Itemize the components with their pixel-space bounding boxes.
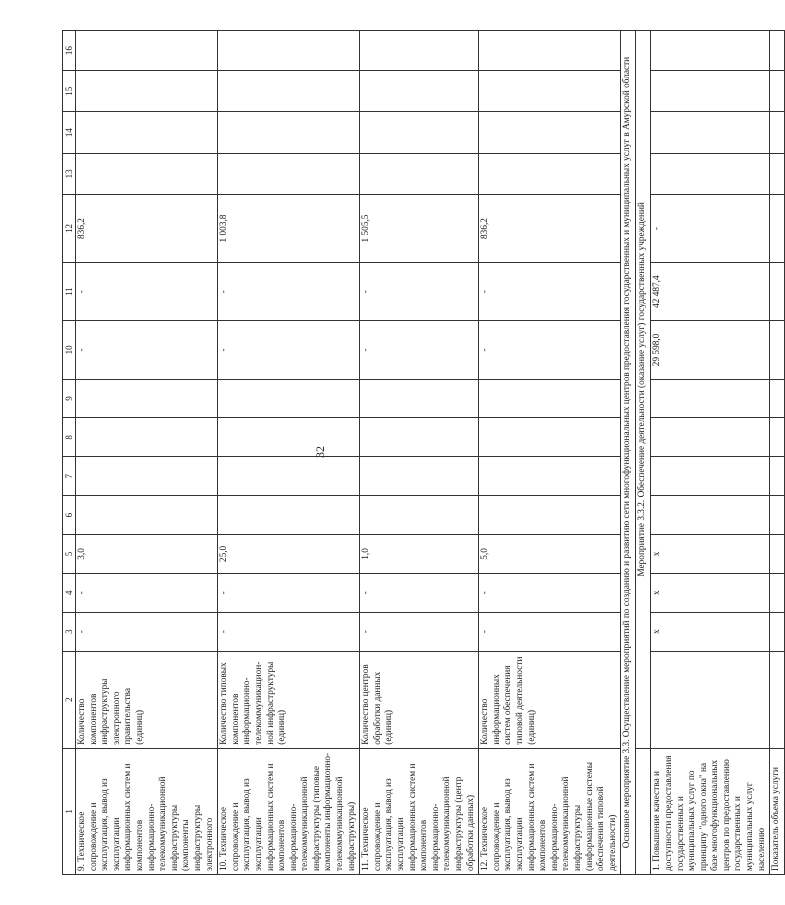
- cell-col-6: [76, 496, 218, 535]
- activity-name: 11. Техническое сопровождение и эксплуатация, вывод из эксплуатации информационных систем и компонентов информационно-телекоммуникационной инфраструктуры (центр обработки данных): [360, 748, 479, 874]
- cell-col-11: 42 487,4: [651, 263, 770, 321]
- cell-col-8: [651, 418, 770, 457]
- table-row: [651, 31, 770, 875]
- indicator-name: Количество информационных систем обеспечения типовой деятельности (единиц): [479, 651, 621, 748]
- cell-col-10: -: [360, 321, 479, 379]
- cell-col-13: [651, 153, 770, 194]
- cell-col-14: [479, 112, 621, 153]
- cell-col-10: -: [76, 321, 218, 379]
- cell-col-7: [770, 457, 785, 496]
- cell-col-3: -: [479, 612, 621, 651]
- header-cell-7: 7: [63, 457, 76, 496]
- cell-col-6: [479, 496, 621, 535]
- cell-col-4: -: [218, 573, 360, 612]
- cell-col-5: х: [651, 535, 770, 574]
- cell-col-10: -: [479, 321, 621, 379]
- cell-col-16: [770, 31, 785, 71]
- indicator-name: Количество компонентов инфраструктуры электронного правительства (единиц): [76, 651, 218, 748]
- cell-col-15: [76, 71, 218, 112]
- cell-col-14: [76, 112, 218, 153]
- table-row: [360, 31, 479, 875]
- table-row: [770, 31, 785, 875]
- cell-col-11: [770, 263, 785, 321]
- indicator-name: [651, 651, 770, 748]
- rotated-page-content: [62, 30, 782, 875]
- cell-col-5: 3,0: [76, 535, 218, 574]
- volume-indicator-label: Показатель объема услуги: [770, 748, 785, 874]
- page-number: 32: [313, 446, 327, 458]
- header-cell-8: 8: [63, 418, 76, 457]
- cell-col-15: [360, 71, 479, 112]
- header-row: [63, 31, 76, 875]
- cell-col-10: 29 598,0: [651, 321, 770, 379]
- cell-col-13: [76, 153, 218, 194]
- cell-col-5: 25,0: [218, 535, 360, 574]
- cell-col-12: 1 505,5: [360, 195, 479, 263]
- cell-col-15: [651, 71, 770, 112]
- header-cell-5: 5: [63, 535, 76, 574]
- cell-col-9: [479, 379, 621, 418]
- budget-table: [62, 30, 785, 875]
- cell-col-3: [770, 612, 785, 651]
- table-row: [479, 31, 621, 875]
- activity-name: 9. Техническое сопровождение и эксплуатация, вывод из эксплуатации информационных систем и компонентов информационно-телекоммуникационной инфраструктуры (компоненты инфраструктуры электронного: [76, 748, 218, 874]
- cell-col-14: [651, 112, 770, 153]
- cell-col-7: [360, 457, 479, 496]
- section-sub-title: Мероприятие 3.3.2. Обеспечение деятельности (оказание услуг) государственных учреждений: [636, 31, 651, 749]
- cell-col-7: [218, 457, 360, 496]
- header-cell-12: 12: [63, 195, 76, 263]
- header-cell-16: 16: [63, 31, 76, 71]
- table-row: [218, 31, 360, 875]
- cell-col-5: 5,0: [479, 535, 621, 574]
- cell-col-3: -: [218, 612, 360, 651]
- cell-col-10: [770, 321, 785, 379]
- cell-col-13: [218, 153, 360, 194]
- activity-name: 10. Техническое сопровождение и эксплуатация, вывод из эксплуатации информационных систем и компонентов информационно-телекоммуникационной инфраструктуры (типовые компоненты информационно-телекоммуникационной инфраструктуры): [218, 748, 360, 874]
- cell-col-8: [360, 418, 479, 457]
- cell-col-12: [770, 195, 785, 263]
- cell-col-11: -: [360, 263, 479, 321]
- cell-col-6: [651, 496, 770, 535]
- subsection-row: [636, 31, 651, 875]
- cell-col-8: [76, 418, 218, 457]
- cell-col-15: [218, 71, 360, 112]
- cell-col-16: [360, 31, 479, 71]
- activity-name: 12. Техническое сопровождение и эксплуатация, вывод из эксплуатации информационных систем и компонентов информационно-телекоммуникационной инфраструктуры (информационные системы обеспечения типовой деятельности): [479, 748, 621, 874]
- cell-col-11: -: [76, 263, 218, 321]
- cell-col-11: -: [218, 263, 360, 321]
- section-main-title: Основное мероприятие 3.3. Осуществление мероприятий по созданию и развитию сети многофункциональных центров предоставления государственных и муниципальных услуг в Амурской области: [621, 31, 636, 875]
- cell-col-13: [360, 153, 479, 194]
- cell-col-2: [770, 651, 785, 748]
- cell-col-4: х: [651, 573, 770, 612]
- cell-col-16: [76, 31, 218, 71]
- cell-col-8: [770, 418, 785, 457]
- cell-col-16: [218, 31, 360, 71]
- cell-col-14: [770, 112, 785, 153]
- cell-col-5: [770, 535, 785, 574]
- cell-col-7: [479, 457, 621, 496]
- cell-col-4: -: [76, 573, 218, 612]
- indicator-name: Количество центров обработки данных (единиц): [360, 651, 479, 748]
- cell-col-16: [651, 31, 770, 71]
- cell-col-13: [770, 153, 785, 194]
- cell-col-6: [218, 496, 360, 535]
- cell-col-6: [770, 496, 785, 535]
- cell-col-4: -: [479, 573, 621, 612]
- cell-col-15: [479, 71, 621, 112]
- cell-col-14: [218, 112, 360, 153]
- activity-name: 1. Повышение качества и доступности предоставления государственных и муниципальных услуг по принципу "одного окна" на базе многофункциональных центров по предоставлению государственных и муниципальных услуг населению: [651, 748, 770, 874]
- cell-col-11: -: [479, 263, 621, 321]
- rotated-table-wrapper: [62, 30, 782, 875]
- header-cell-14: 14: [63, 112, 76, 153]
- cell-col-12: 836,2: [479, 195, 621, 263]
- cell-col-3: -: [360, 612, 479, 651]
- cell-col-6: [360, 496, 479, 535]
- cell-col-7: [76, 457, 218, 496]
- header-cell-6: 6: [63, 496, 76, 535]
- header-cell-4: 4: [63, 573, 76, 612]
- cell-col-9: [218, 379, 360, 418]
- header-cell-11: 11: [63, 263, 76, 321]
- cell-col-12: 836,2: [76, 195, 218, 263]
- cell-col-10: -: [218, 321, 360, 379]
- cell-col-3: х: [651, 612, 770, 651]
- cell-col-12: -: [651, 195, 770, 263]
- cell-col-5: 1,0: [360, 535, 479, 574]
- header-cell-3: 3: [63, 612, 76, 651]
- cell-col-3: -: [76, 612, 218, 651]
- section-row: [621, 31, 636, 875]
- header-cell-10: 10: [63, 321, 76, 379]
- cell-col-8: [479, 418, 621, 457]
- cell-col-12: 1 003,8: [218, 195, 360, 263]
- table-row: [76, 31, 218, 875]
- cell-col-9: [770, 379, 785, 418]
- cell-col-4: [770, 573, 785, 612]
- cell-col-9: [360, 379, 479, 418]
- cell-col-4: -: [360, 573, 479, 612]
- header-cell-13: 13: [63, 153, 76, 194]
- header-cell-1: 1: [63, 748, 76, 874]
- cell-col-9: [76, 379, 218, 418]
- cell-col-7: [651, 457, 770, 496]
- cell-col-15: [770, 71, 785, 112]
- cell-col-8: [218, 418, 360, 457]
- cell-col-14: [360, 112, 479, 153]
- cell-col-16: [479, 31, 621, 71]
- cell-col-9: [651, 379, 770, 418]
- header-cell-15: 15: [63, 71, 76, 112]
- header-cell-2: 2: [63, 651, 76, 748]
- cell-col-13: [479, 153, 621, 194]
- header-cell-9: 9: [63, 379, 76, 418]
- indicator-name: Количество типовых компонентов информационно-телекоммуникацион-ной инфраструктуры (единиц): [218, 651, 360, 748]
- subsection-spacer: [636, 748, 651, 874]
